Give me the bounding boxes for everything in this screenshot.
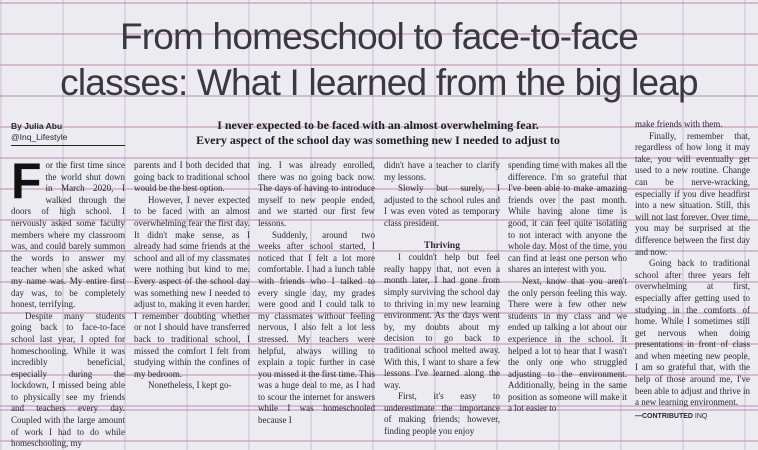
paragraph: However, I never expected to be faced with an almost overwhelming fear the first day. It didn't make sense, as I already had some friends at the school and all of my classmates were nothing but kind to me. Every aspect of the school day was something new I needed to adjust to, making it even harder. I remember doubting whether or not I should have transferred back to traditional school, I missed the comfort I felt from studying within the confines of my bedroom. [134,194,250,379]
paragraph: ing. I was already enrolled, there was no going back now. The days of having to introduce myself to new people ended, and we started our first few lessons. [258,160,375,228]
paragraph: parents and I both decided that going back to traditional school would be the best option. [134,160,250,194]
author: By Julia Abu [11,121,63,131]
paragraph: Slowly but surely, I adjusted to the school rules and I was even voted as temporary class president. [384,183,500,228]
article-column-3 [258,160,375,427]
article-column-6 [635,119,750,422]
paragraph: Next, know that you aren't the only person feeling this way. There were a few other new students in my class and we ended up talking a lot about our experience in the school. It helped a lot to hear that I wasn't the only one who struggled adjusting to the environment. Additionally, being in the same position as someone will make it a lot easier to [508,275,627,414]
headline-line-1: From homeschool to face-to-face [119,16,639,57]
paragraph: Suddenly, around two weeks after school started, I noticed that I felt a lot more comfortable. I had a lunch table with friends who I talked to every single day, my grades were good and I could talk to my classmates without feeling nervous, I also felt a lot less stressed. My teachers were helpful, always willing to explain a topic further in case you missed it the first time. This was a huge deal to me, as I had to scour the internet for answers while I was homeschooled because I [258,229,375,426]
credit-label: —CONTRIBUTED [635,412,693,420]
byline [11,121,125,146]
paragraph: didn't have a teacher to clarify my lessons. [384,160,500,182]
drop-cap: F [11,153,42,209]
article-column-1 [11,153,125,450]
deck-line-2: Every aspect of the school day was something new I needed to adjust to [196,133,560,147]
paragraph: or the first time since the world shut down in March 2020, I walked through the doors of high school. I nervously asked some faculty members where my classroom was, and could barely summon the words to answer my teacher when she asked what my name was. My entire first day was, to be completely honest, terrifying. [11,160,125,310]
article-column-5 [508,160,627,415]
article-column-4 [384,160,500,438]
article-column-2 [134,160,250,392]
credit-tag: INQ [694,412,708,420]
deck [128,118,628,148]
paragraph: spending time with makes all the difference. I'm so grateful that I've been able to make amazing friends over the past month. While having alone time is good, it can feel quite isolating to not interact with anyone the whole day. Most of the time, you can find at least one person who shares an interest with you. [508,160,627,275]
subheading: Thriving [424,240,460,251]
paragraph: make friends with them. [635,119,723,129]
paragraph: Finally, remember that, regardless of how long it may take, you will eventually get used to a new routine. Change can be nerve-wracking, especially if you dive headfirst into a new situation. Still, this will not last forever. Over time, you may be surprised at the difference between the first day and now. [635,130,750,257]
paragraph: First, it's easy to underestimate the importance of making friends; however, finding people you enjoy [384,391,500,437]
paragraph: I couldn't help but feel really happy that, not even a month later, I had gone from simply surviving the school day to thriving in my new learning environment. As the days went by, my doubts about my decision to go back to traditional school melted away. With this, I want to share a few lessons I've learned along the way. [384,252,500,390]
paragraph: Despite many students going back to face-to-face school last year, I opted for homeschooling. While it was incredibly beneficial, especially during the lockdown, I missed being able to physically see my friends and teachers every day. Coupled with the large amount of work I had to do while homeschooling, my [11,310,125,449]
paragraph: Going back to traditional school after three years felt overwhelming at first, especially after getting used to studying in the comforts of home. While I sometimes still get nervous when doing presentations in front of class and when meeting new people, I am so grateful that, with the help of those around me, I've been able to adjust and thrive in a new learning environment. [635,258,750,408]
headline-line-2: classes: What I learned from the big leap [60,62,698,103]
author-handle: @Inq_Lifestyle [11,132,68,142]
paragraph: Nonetheless, I kept go- [148,380,232,391]
contributed-credit [635,411,750,423]
deck-line-1: I never expected to be faced with an almost overwhelming fear. [217,118,539,132]
headline [0,14,758,108]
